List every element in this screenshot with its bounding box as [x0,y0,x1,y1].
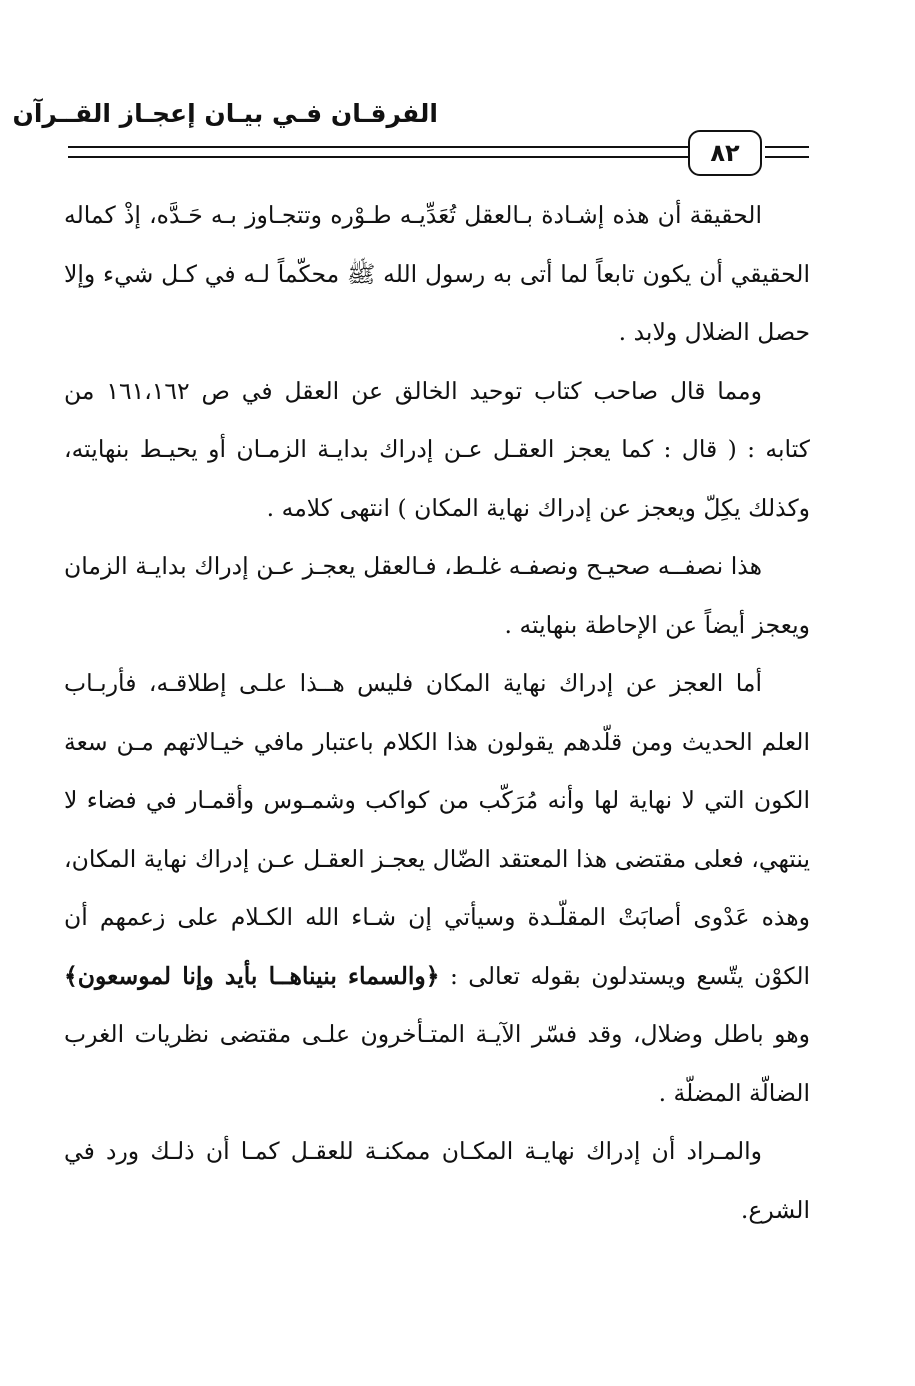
paragraph-text: أما العجز عن إدراك نهاية المكان فليس هــذا علـى إطلاقـه، فأربـاب العلم الحديث ومن قلّدهم يقولون هذا الكلام باعتبار مافي خيـالاتهم مـن سعة الكون التي لا نهاية لها وأنه مُرَكّب من كواكب وشمـوس وأقمـار في فضاء لا ينتهي، فعلى مقتضى هذا المعتقد الضّال يعجـز العقـل عـن إدراك نهاية المكان، وهذه عَدْوى أصابَتْ المقلّـدة وسيأتي إن شـاء الله الكـلام على زعمهم أن الكوْن يتّسع ويستدلون بقوله تعالى : [64,669,811,990]
paragraph: ومما قال صاحب كتاب توحيد الخالق عن العقل في ص ١٦١،١٦٢ من كتابه : ( قال : كما يعجز العقـل عـن إدراك بدايـة الزمـان أو يحيـط بنهايته، وكذلك يكِلّ ويعجز عن إدراك نهاية المكان ) انتهى كلامه . [64,376,810,522]
page-number: ٨٢ [688,130,762,176]
paragraph-text: وهو باطل وضلال، وقد فسّر الآيـة المتـأخرون علـى مقتضى نظريات الغرب الضالّة المضلّة . [64,1020,810,1107]
quran-verse: ﴿والسماء بنيناهــا بأيد وإنا لموسعون﴾ [64,961,440,990]
header-rule-left-top [68,146,688,148]
running-title: الفرقـان فـي بيـان إعجـاز القــرآن [12,99,438,128]
body-text [64,186,810,1239]
paragraph: هذا نصفــه صحيـح ونصفـه غلـط، فـالعقل يعجـز عـن إدراك بدايـة الزمان ويعجز أيضاً عن الإحاطة بنهايته . [64,552,810,639]
header-rule-left-bottom [68,156,688,158]
header-rule-right-bottom [765,156,809,158]
paragraph: والمـراد أن إدراك نهايـة المكـان ممكنـة للعقـل كمـا أن ذلـك ورد في الشرع. [64,1137,810,1224]
paragraph [64,654,810,1122]
header-rule-right-top [765,146,809,148]
paragraph: الحقيقة أن هذه إشـادة بـالعقل تُعَدِّيـه طـوْره وتتجـاوز بـه حَـدَّه، إذْ كماله الحقيقي أن يكون تابعاً لما أتى به رسول الله ﷺ محكّماً لـه في كـل شيء وإلا حصل الضلال ولابد . [64,201,810,346]
